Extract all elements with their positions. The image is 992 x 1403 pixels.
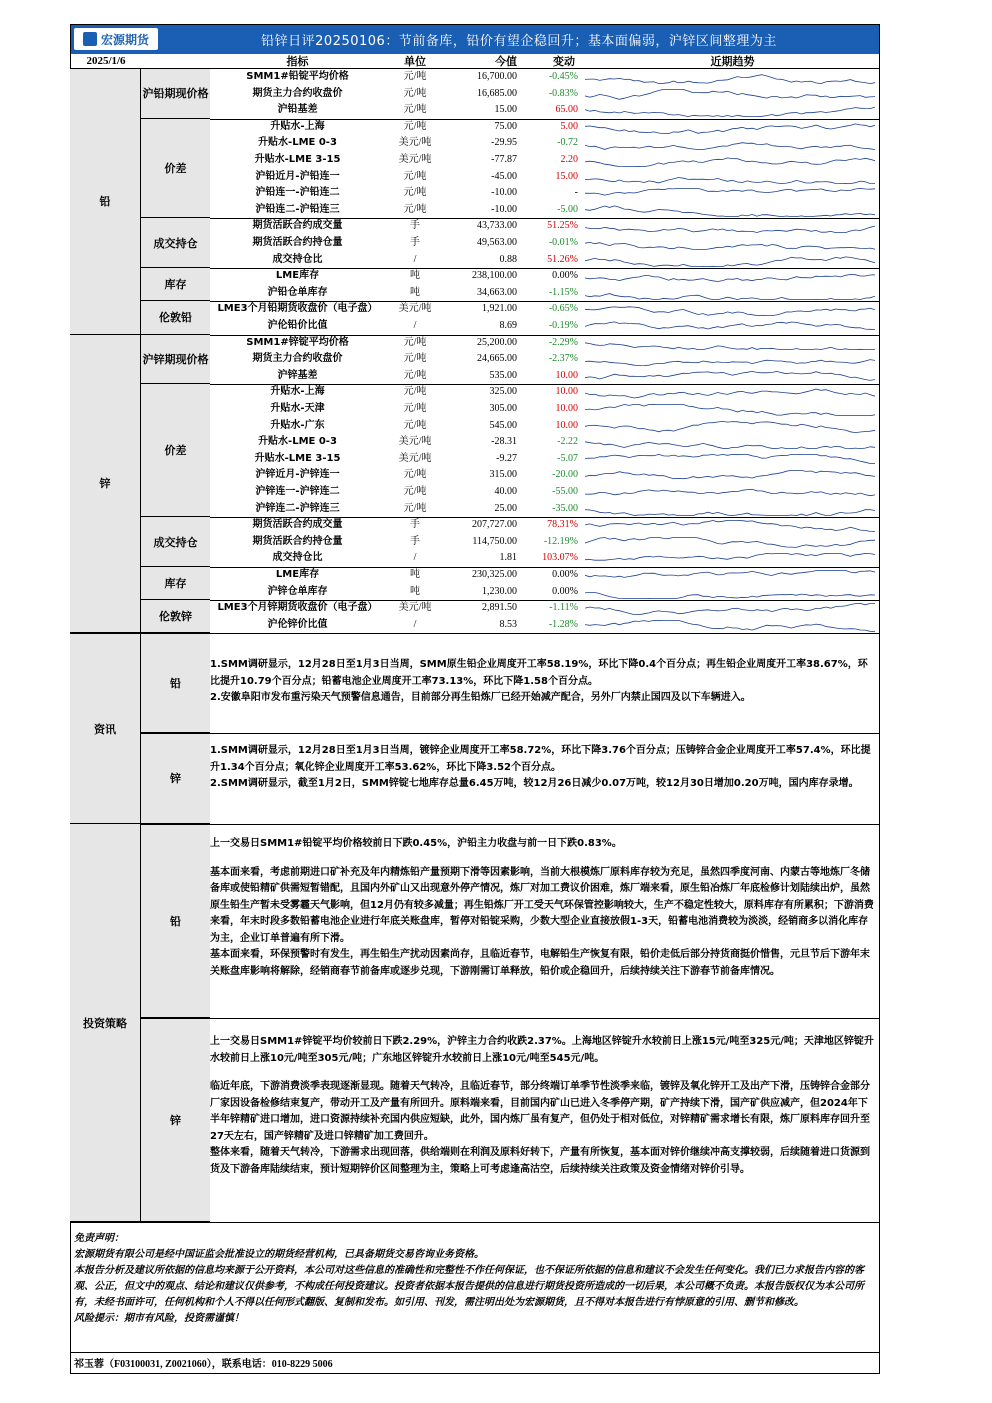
change-value: 0.00% xyxy=(552,270,578,282)
indicator-name: LME3个月锌期货收盘价（电子盘） xyxy=(217,602,378,614)
unit: / xyxy=(413,618,417,630)
indicator-name: 沪伦锌价比值 xyxy=(267,618,328,630)
current-value: 238,100.00 xyxy=(472,270,517,282)
indicator-name: SMM1#铅锭平均价格 xyxy=(246,71,349,82)
unit: 元/吨 xyxy=(403,469,427,481)
unit: 美元/吨 xyxy=(398,303,432,315)
col-unit: 单位 xyxy=(404,55,426,68)
trend-sparkline xyxy=(585,252,875,268)
unit: 美元/吨 xyxy=(398,452,432,464)
group-label: 价差 xyxy=(140,384,210,517)
change-value: -5.07 xyxy=(557,452,578,464)
change-value: 51.26% xyxy=(547,253,578,265)
indicator-name: 沪伦铅价比值 xyxy=(267,320,328,331)
unit: 美元/吨 xyxy=(398,436,432,448)
table-row xyxy=(210,384,880,401)
unit: 元/吨 xyxy=(403,87,427,99)
change-value: -0.19% xyxy=(548,320,578,331)
unit: / xyxy=(413,552,417,564)
group-label: 伦敦铅 xyxy=(140,301,210,334)
current-value: 315.00 xyxy=(489,469,517,481)
unit: 元/吨 xyxy=(403,369,427,381)
current-value: 16,700.00 xyxy=(477,71,517,82)
indicator-name: LME库存 xyxy=(275,270,320,282)
unit: 元/吨 xyxy=(403,353,427,365)
change-value: -35.00 xyxy=(552,502,578,514)
current-value: -45.00 xyxy=(491,170,517,182)
indicator-name: 期货活跃合约持仓量 xyxy=(252,237,343,248)
unit: 元/吨 xyxy=(403,71,427,82)
change-value: 5.00 xyxy=(560,120,578,132)
unit: 吨 xyxy=(410,270,420,282)
table-row xyxy=(210,467,880,484)
unit: 美元/吨 xyxy=(398,602,432,614)
trend-sparkline xyxy=(585,467,875,483)
current-value: 207,727.00 xyxy=(472,519,517,531)
unit: 手 xyxy=(410,237,420,248)
trend-sparkline xyxy=(585,617,875,633)
unit: 元/吨 xyxy=(403,502,427,514)
change-value: 103.07% xyxy=(542,552,578,564)
indicator-name: 沪锌基差 xyxy=(277,369,318,381)
indicator-name: LME库存 xyxy=(275,569,320,580)
change-value: -12.19% xyxy=(543,535,578,547)
unit: 美元/吨 xyxy=(398,137,432,149)
group-label: 沪铅期现价格 xyxy=(140,69,210,119)
unit: 吨 xyxy=(410,585,420,597)
table-row xyxy=(210,451,880,468)
section-strategy: 投资策略 xyxy=(70,824,140,1222)
table-row xyxy=(210,534,880,551)
trend-sparkline xyxy=(585,102,875,118)
table-row xyxy=(210,550,880,567)
contact-info: 祁玉蓉（F03100031, Z0021060），联系电话：010-8229 5006 xyxy=(74,1359,333,1370)
change-value: - xyxy=(574,187,578,199)
indicator-name: 升贴水-LME 0-3 xyxy=(258,436,337,448)
table-row xyxy=(210,169,880,186)
change-value: -2.37% xyxy=(548,353,578,365)
indicator-name: 沪锌仓单库存 xyxy=(267,585,328,597)
table-row xyxy=(210,484,880,501)
col-change: 变动 xyxy=(553,55,575,68)
trend-sparkline xyxy=(585,351,875,367)
current-value: 0.88 xyxy=(499,253,517,265)
table-row xyxy=(210,567,880,584)
news-lead-label: 铅 xyxy=(140,634,210,733)
table-row xyxy=(210,318,880,335)
current-value: 15.00 xyxy=(494,104,517,116)
trend-sparkline xyxy=(585,218,875,234)
unit: 元/吨 xyxy=(403,419,427,431)
trend-sparkline xyxy=(585,418,875,434)
indicator-name: 期货活跃合约持仓量 xyxy=(252,535,343,547)
table-row xyxy=(210,102,880,119)
trend-sparkline xyxy=(585,285,875,301)
unit: 元/吨 xyxy=(403,403,427,414)
unit: 美元/吨 xyxy=(398,154,432,165)
change-value: 65.00 xyxy=(555,104,578,116)
table-row xyxy=(210,152,880,169)
section-label: 锌 xyxy=(70,335,140,634)
table-row xyxy=(210,285,880,302)
change-value: 10.00 xyxy=(555,403,578,414)
current-value: 535.00 xyxy=(489,369,517,381)
indicator-name: 成交持仓比 xyxy=(272,253,323,265)
trend-sparkline xyxy=(585,484,875,500)
table-row xyxy=(210,600,880,617)
change-value: -20.00 xyxy=(552,469,578,481)
change-value: 10.00 xyxy=(555,369,578,381)
group-label: 价差 xyxy=(140,119,210,219)
section-news: 资讯 xyxy=(70,634,140,824)
col-trend: 近期趋势 xyxy=(710,55,755,68)
strategy-zinc-label: 锌 xyxy=(140,1018,210,1222)
table-row xyxy=(210,86,880,103)
indicator-name: 成交持仓比 xyxy=(272,552,323,564)
change-value: 0.00% xyxy=(552,585,578,597)
trend-sparkline xyxy=(585,185,875,201)
change-value: -0.83% xyxy=(548,87,578,99)
indicator-name: 沪锌近月-沪锌连一 xyxy=(255,469,340,481)
trend-sparkline xyxy=(585,368,875,384)
current-value: 16,685.00 xyxy=(477,87,517,99)
current-value: 40.00 xyxy=(494,486,517,497)
trend-sparkline xyxy=(585,202,875,218)
indicator-name: 沪铅近月-沪铅连一 xyxy=(255,170,340,182)
indicator-name: 升贴水-LME 0-3 xyxy=(258,137,337,149)
table-row xyxy=(210,584,880,601)
current-value: 43,733.00 xyxy=(477,220,517,232)
trend-sparkline xyxy=(585,517,875,533)
change-value: 2.20 xyxy=(560,154,578,165)
indicator-name: 升贴水-上海 xyxy=(270,120,325,132)
unit: 吨 xyxy=(410,286,420,298)
current-value: 1,921.00 xyxy=(482,303,517,315)
current-value: -10.00 xyxy=(491,187,517,199)
table-row xyxy=(210,301,880,318)
unit: / xyxy=(413,320,417,331)
unit: 元/吨 xyxy=(403,104,427,116)
company-logo: 宏源期货 xyxy=(74,28,158,50)
group-label: 沪锌期现价格 xyxy=(140,335,210,385)
change-value: 0.00% xyxy=(552,569,578,580)
group-label: 成交持仓 xyxy=(140,517,210,567)
indicator-name: 升贴水-LME 3-15 xyxy=(254,452,341,464)
change-value: 10.00 xyxy=(555,419,578,431)
unit: 手 xyxy=(410,220,420,232)
trend-sparkline xyxy=(585,451,875,467)
indicator-name: 期货活跃合约成交量 xyxy=(252,220,343,232)
group-label: 库存 xyxy=(140,567,210,600)
indicator-name: 沪铅连二-沪铅连三 xyxy=(255,203,340,215)
current-value: 325.00 xyxy=(489,386,517,398)
report-title: 铅锌日评20250106：节前备库，铅价有望企稳回升；基本面偏弱，沪锌区间整理为主 xyxy=(261,33,777,49)
trend-sparkline xyxy=(585,301,875,317)
change-value: -5.00 xyxy=(557,203,578,215)
indicator-name: 升贴水-广东 xyxy=(270,419,325,431)
change-value: 10.00 xyxy=(555,386,578,398)
table-row xyxy=(210,617,880,634)
unit: 手 xyxy=(410,535,420,547)
current-value: -10.00 xyxy=(491,203,517,215)
change-value: -0.45% xyxy=(548,71,578,82)
indicator-name: 期货主力合约收盘价 xyxy=(252,87,343,99)
unit: 元/吨 xyxy=(403,486,427,497)
indicator-name: 升贴水-LME 3-15 xyxy=(254,154,341,165)
trend-sparkline xyxy=(585,119,875,135)
table-row xyxy=(210,351,880,368)
trend-sparkline xyxy=(585,567,875,583)
trend-sparkline xyxy=(585,135,875,151)
indicator-name: SMM1#锌锭平均价格 xyxy=(246,336,349,348)
current-value: 1.81 xyxy=(499,552,517,564)
trend-sparkline xyxy=(585,268,875,284)
indicator-name: 沪铅仓单库存 xyxy=(267,286,328,298)
section-label: 铅 xyxy=(70,69,140,335)
table-row xyxy=(210,135,880,152)
group-label: 伦敦锌 xyxy=(140,600,210,633)
col-value: 今值 xyxy=(495,55,517,68)
unit: / xyxy=(413,253,417,265)
table-row xyxy=(210,401,880,418)
trend-sparkline xyxy=(585,401,875,417)
trend-sparkline xyxy=(585,600,875,616)
current-value: 8.69 xyxy=(499,320,517,331)
change-value: 78.31% xyxy=(547,519,578,531)
indicator-name: 升贴水-天津 xyxy=(270,403,325,414)
strategy-lead: 上一交易日SMM1#铅锭平均价格较前日下跌0.45%，沪铅主力收盘与前一日下跌0.83%。 基本面来看，考虑前期进口矿补充及年内精炼铅产量预期下滑等因素影响，当前大根模炼厂原料库存较为充足，虽然四季度河南、内蒙古等地炼厂冬储备库或使铅精矿供需短暂错配，且国内外矿山又出现意外停产情况，炼厂对加工费议价困难，炼厂端来看，原生铅冶炼厂年底检修计划陆续出炉，虽然原生铅生产暂未受雾霾天气影响，但12月仍有较多减量；再生铅炼厂开工受天气环保管控影响较大，生产不稳定性较大，原料库存有所累积；下游消费来看，年末时段多数铅蓄电池企业进行年底关账盘库，暂停对铅锭采购，少数大型企业直接放假1-3天，铅蓄电池消费较为淡淡，经销商多以消化库存为主，企业订单普遍有所下滑。 基本面来看，环保预警时有发生，再生铅生产扰动因素尚存，且临近春节，电解铅生产恢复有限，铅价走低后部分持货商挺价惜售，元旦节后下游年末关账盘库影响将解除，经销商春节前备库或逐步兑现，下游刚需订单释放，铅价或企稳回升，后续持续关注下游春节前备库情况。 xyxy=(210,838,874,977)
change-value: 51.25% xyxy=(547,220,578,232)
current-value: -29.95 xyxy=(491,137,517,149)
trend-sparkline xyxy=(585,69,875,85)
indicator-name: 升贴水-上海 xyxy=(270,386,325,398)
current-value: 8.53 xyxy=(499,618,517,630)
table-row xyxy=(210,335,880,352)
current-value: -77.87 xyxy=(491,154,517,165)
table-row xyxy=(210,368,880,385)
indicator-name: LME3个月铅期货收盘价（电子盘） xyxy=(217,303,378,315)
divider xyxy=(140,824,880,825)
unit: 元/吨 xyxy=(403,120,427,132)
strategy-lead-label: 铅 xyxy=(140,824,210,1018)
trend-sparkline xyxy=(585,501,875,517)
current-value: -28.31 xyxy=(491,436,517,448)
current-value: 2,891.50 xyxy=(482,602,517,614)
col-indicator: 指标 xyxy=(286,55,309,68)
current-value: -9.27 xyxy=(496,452,517,464)
table-row xyxy=(210,268,880,285)
change-value: -1.11% xyxy=(549,602,578,614)
news-zinc-label: 锌 xyxy=(140,733,210,824)
current-value: 545.00 xyxy=(489,419,517,431)
current-value: 49,563.00 xyxy=(477,237,517,248)
table-row xyxy=(210,418,880,435)
trend-sparkline xyxy=(585,169,875,185)
change-value: -2.22 xyxy=(557,436,578,448)
indicator-name: 沪锌连二-沪锌连三 xyxy=(255,502,340,514)
unit: 元/吨 xyxy=(403,170,427,182)
news-zinc: 1.SMM调研显示，12月28日至1月3日当周，镀锌企业周度开工率58.72%，环比下降3.76个百分点；压铸锌合金企业周度开工率57.4%，环比提升1.34个百分点；氧化锌企业周度开工率53.62%，环比下降3.52个百分点。 2.SMM调研显示，截至1月2日，SMM锌锭七地库存总量6.45万吨，较12月26日减少0.07万吨，较12月30日增加0.20万吨，国内库存录增。 xyxy=(210,745,871,789)
trend-sparkline xyxy=(585,86,875,102)
indicator-name: 沪锌连一-沪锌连二 xyxy=(255,486,340,497)
indicator-name: 期货活跃合约成交量 xyxy=(252,519,343,531)
current-value: 34,663.00 xyxy=(477,286,517,298)
divider xyxy=(70,1222,880,1223)
indicator-name: 沪铅基差 xyxy=(277,104,318,116)
unit: 元/吨 xyxy=(403,386,427,398)
trend-sparkline xyxy=(585,318,875,334)
change-value: -0.65% xyxy=(548,303,578,315)
trend-sparkline xyxy=(585,550,875,566)
table-row xyxy=(210,202,880,219)
table-row xyxy=(210,218,880,235)
group-label: 库存 xyxy=(140,268,210,301)
table-row xyxy=(210,517,880,534)
current-value: 25.00 xyxy=(494,502,517,514)
trend-sparkline xyxy=(585,434,875,450)
current-value: 114,750.00 xyxy=(472,535,517,547)
change-value: -1.28% xyxy=(548,618,578,630)
trend-sparkline xyxy=(585,584,875,600)
current-value: 75.00 xyxy=(494,120,517,132)
change-value: -2.29% xyxy=(548,336,578,348)
divider xyxy=(140,1018,880,1019)
trend-sparkline xyxy=(585,384,875,400)
current-value: 1,230.00 xyxy=(482,585,517,597)
unit: 元/吨 xyxy=(403,336,427,348)
trend-sparkline xyxy=(585,152,875,168)
change-value: -0.72 xyxy=(557,137,578,149)
unit: 元/吨 xyxy=(403,187,427,199)
current-value: 230,325.00 xyxy=(472,569,517,580)
table-row xyxy=(210,185,880,202)
table-row xyxy=(210,501,880,518)
strategy-zinc: 上一交易日SMM1#锌锭平均价较前日下跌2.29%，沪锌主力合约收跌2.37%。上海地区锌锭升水较前日上涨15元/吨至325元/吨；天津地区锌锭升水较前日上涨10元/吨至305元/吨；广东地区锌锭升水较前日上涨10元/吨至545元/吨。 临近年底，下游消费淡季表现逐渐显现。随着天气转冷，且临近春节，部分终端订单季节性淡季来临，镀锌及氧化锌开工及出产下滑，压铸锌合金部分厂家因设备检修结束复产，带动开工及产量有所回升。原料端来看，目前国内矿山已进入冬季停产期，矿产持续下滑，国产矿供应减产，但2024年下半年锌精矿进口增加，进口资源持续补充国内供应短缺，此外，国内炼厂虽有复产，但仍处于相对低位，对锌精矿需求增长有限，炼厂原料库存回升至27天左右，国产锌精矿及进口锌精矿加工费回升。 整体来看，随着天气转冷，下游需求出现回落，供给端则在利润及原料好转下，产量有所恢复，基本面对锌价继续冲高支撑较弱，后续随着进口货源到货及下游备库陆续结束，预计短期锌价区间整理为主，策略上可考虑逢高沽空，后续持续关注政策及资金情绪对锌价引导。 xyxy=(210,1036,874,1175)
divider xyxy=(70,1352,880,1353)
current-value: 25,200.00 xyxy=(477,336,517,348)
current-value: 305.00 xyxy=(489,403,517,414)
table-row xyxy=(210,69,880,86)
change-value: -1.15% xyxy=(548,286,578,298)
unit: 手 xyxy=(410,519,420,531)
trend-sparkline xyxy=(585,335,875,351)
report-date: 2025/1/6 xyxy=(86,55,126,67)
unit: 吨 xyxy=(410,569,420,580)
trend-sparkline xyxy=(585,235,875,251)
news-lead: 1.SMM调研显示，12月28日至1月3日当周，SMM原生铅企业周度开工率58.19%，环比下降0.4个百分点；再生铅企业周度开工率38.67%，环比提升10.79个百分点；铅蓄电池企业周度开工率73.13%，环比下降1.58个百分点。 2.安徽阜阳市发布重污染天气预警信息通告，目前部分再生铅炼厂已经开始减产配合，另外厂内禁止国四及以下车辆进入。 xyxy=(210,659,868,703)
table-row xyxy=(210,235,880,252)
disclaimer: 免责声明： 宏源期货有限公司是经中国证监会批准设立的期货经营机构，已具备期货交易咨询业务资格。 本报告分析及建议所依据的信息均来源于公开资料，本公司对这些信息的准确性和完整性不作任何保证，也不保证所依据的信息和建议不会发生任何变化。我们已力求报告内容的客观、公正，但文中的观点、结论和建议仅供参考，不构成任何投资建议。投资者依据本报告提供的信息进行期货投资所造成的一切后果，本公司概不负责。本报告版权仅为本公司所有，未经书面许可，任何机构和个人不得以任何形式翻版、复制和发布。如引用、刊发，需注明出处为宏源期货，且不得对本报告进行有悖原意的引用、删节和修改。 风险提示：期市有风险，投资需谨慎！ xyxy=(74,1233,864,1324)
divider xyxy=(140,733,880,734)
indicator-name: 期货主力合约收盘价 xyxy=(252,353,343,365)
change-value: -55.00 xyxy=(552,486,578,497)
indicator-name: 沪铅连一-沪铅连二 xyxy=(255,187,340,199)
table-row xyxy=(210,434,880,451)
table-row xyxy=(210,119,880,136)
trend-sparkline xyxy=(585,534,875,550)
change-value: 15.00 xyxy=(555,170,578,182)
table-row xyxy=(210,252,880,269)
current-value: 24,665.00 xyxy=(477,353,517,365)
change-value: -0.01% xyxy=(548,237,578,248)
unit: 元/吨 xyxy=(403,203,427,215)
group-label: 成交持仓 xyxy=(140,218,210,268)
